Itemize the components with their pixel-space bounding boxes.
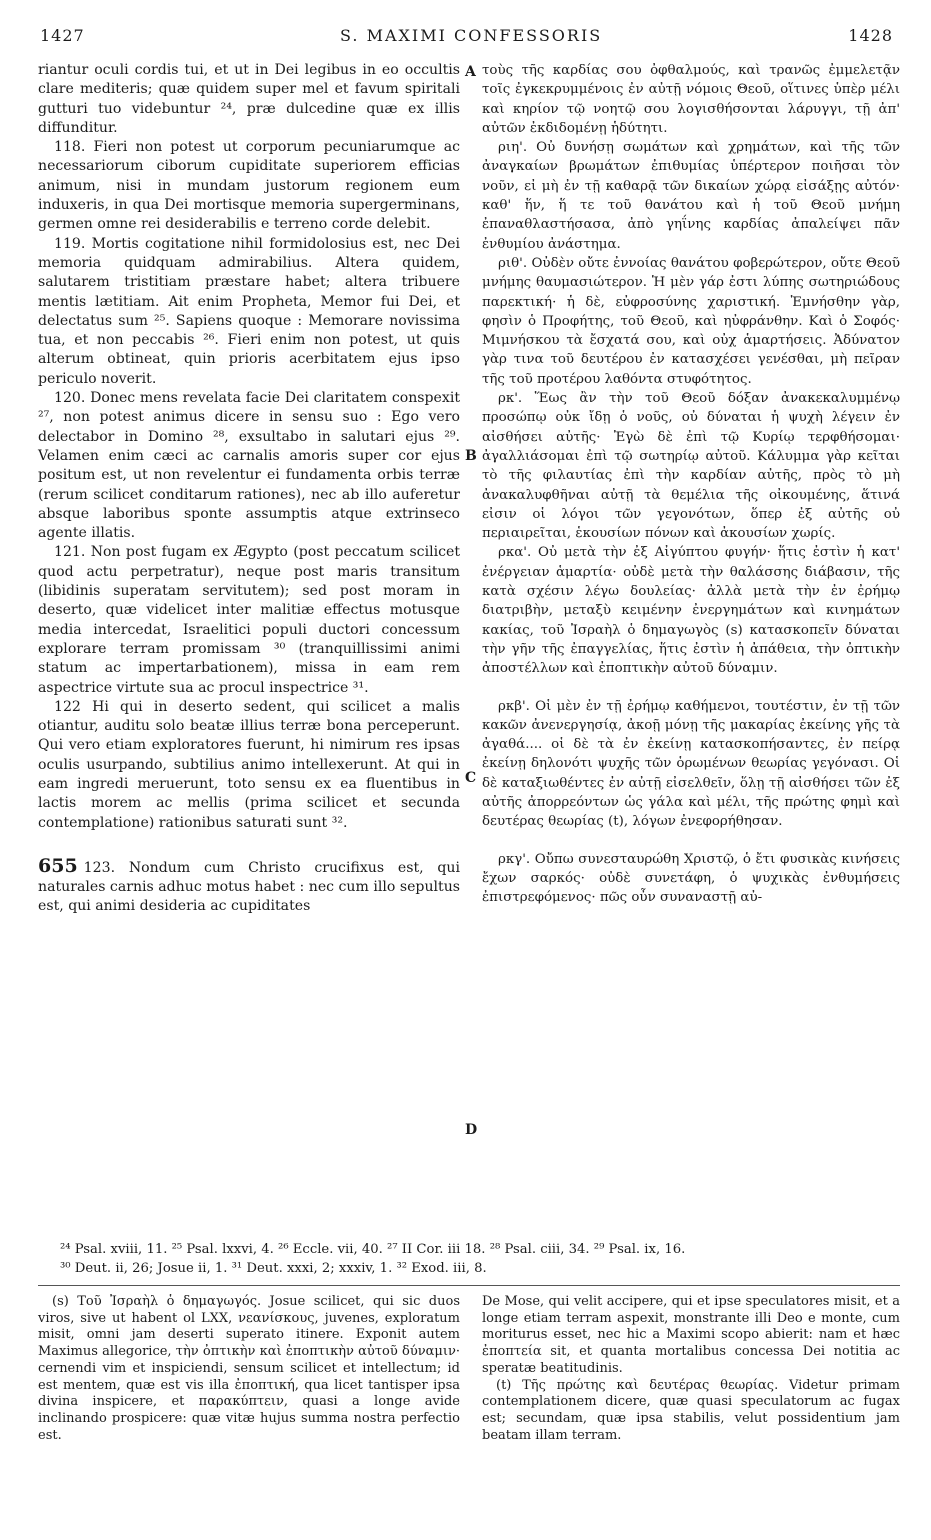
latin-paragraph: 119. Mortis cogitatione nihil formidolosius est, nec Dei memoria quidquam admirabilius. Altera quidem, salutarem tristitiam præstare habet; altera tribuere mentis lætitiam. Ait enim Propheta, Memor fui Dei, et delectatus sum ²⁵. Sapiens quoque : Memorare novissima tua, et non peccabis ²⁶. Fieri enim non potest, ut quis alterum obtineat, quin prioris acerbitatem ejus ipso periculo noverit. bbox=[38, 235, 460, 387]
greek-paragraph: ριθ'. Οὐδὲν οὔτε ἐννοίας θανάτου φοβερώτερον, οὔτε Θεοῦ μνήμης θαυμασιώτερον. Ἡ μὲν γάρ ἐστι λύπης σωτηριώδους παρεκτική· ἡ δὲ, εὐφροσύνης χαριστική. Ἐμνήσθην γὰρ, φησὶν ὁ Προφήτης, τοῦ Θεοῦ, καὶ ηὐφράνθην. Καὶ ὁ Σοφός· Μιμνήσκου τὰ ἔσχατά σου, καὶ οὐχ ἁμαρτήσεις. Ἀδύνατον γὰρ τινα τοῦ δευτέρου ἐν κατασχέσει γενέσθαι, μὴ πεῖραν τῆς τοῦ προτέρου λαθόντα στυφότητος. bbox=[482, 255, 900, 387]
footnote-divider bbox=[38, 1285, 900, 1286]
margin-letter-d: D bbox=[465, 1122, 478, 1138]
footnotes-right bbox=[482, 1294, 900, 1444]
reference-line: ³⁰ Deut. ii, 26; Josue ii, 1. ³¹ Deut. xxxi, 2; xxxiv, 1. ³² Exod. iii, 8. bbox=[60, 1261, 487, 1276]
margin-letter-b: B bbox=[465, 448, 477, 464]
greek-paragraph: ρκ'. Ἕως ἂν τὴν τοῦ Θεοῦ δόξαν ἀνακεκαλυμμένῳ προσώπῳ οὐκ ἴδῃ ὁ νοῦς, οὐ δύναται ἡ ψυχὴ λέγειν ἐν αἰσθήσει αὐτῆς· Ἐγὼ δὲ ἐπὶ τῷ Κυρίῳ τερφθήσομαι· ἀγαλλιάσομαι ἐπὶ τῷ σωτηρίῳ αὐτοῦ. Κάλυμμα γὰρ κεῖται τὸ τῆς φιλαυτίας ἐπὶ τὴν καρδίαν αὐτῆς, πρὸς τὸ μὴ ἀνακαλυφθῆναι αὐτῇ τὰ θεμέλια τῆς οἰκουμένης, ἅτινά εἰσιν οἱ λόγοι τῶν γεγονότων, ὅπερ ἐξ αὐτῆς οὐ περιαιρεῖται, ἑκουσίων πόνων καὶ ἀκουσίων χωρίς. bbox=[482, 391, 900, 542]
latin-paragraph-123 bbox=[38, 854, 460, 917]
greek-paragraph: τοὺς τῆς καρδίας σου ὀφθαλμούς, καὶ τρανῶς ἐμμελετᾷν τοῖς ἐγκεκρυμμένοις ἐν αὐτῇ νόμοις Θεοῦ, οἵτινες ὑπὲρ μέλι καὶ κηρίον τῷ νοητῷ σου λογισθήσονται λάρυγγι, τῇ ἀπ' αὐτῶν ἐκδιδομένῃ ἡδύτητι. bbox=[482, 63, 900, 136]
footnote-t: (t) Τῆς πρώτης καὶ δευτέρας θεωρίας. Videtur primam contemplationem dicere, quæ quasi speculatorum ac fugax est; secundam, quæ ipsa stabilis, velut possidentium jam beatam illam terram. bbox=[482, 1377, 900, 1443]
latin-paragraph-text: 123. Nondum cum Christo crucifixus est, qui naturales carnis adhuc motus habet : nec cum illo sepultus est, qui animi desideria ac cupiditates bbox=[38, 859, 460, 915]
reference-line: ²⁴ Psal. xviii, 11. ²⁵ Psal. lxxvi, 4. ²⁶ Eccle. vii, 40. ²⁷ II Cor. iii 18. ²⁸ Psal. ciii, 34. ²⁹ Psal. ix, 16. bbox=[60, 1242, 686, 1257]
footnotes-left bbox=[38, 1294, 460, 1444]
latin-paragraph: riantur oculi cordis tui, et ut in Dei legibus in eo occultis clare mediteris; quæ quidem super mel et favum spiritali gutturi tuo videbuntur ²⁴, præ dulcedine quæ ex illis diffunditur. bbox=[38, 62, 460, 136]
running-title: S. MAXIMI CONFESSORIS bbox=[340, 26, 603, 45]
latin-paragraph: 121. Non post fugam ex Ægypto (post peccatum scilicet quod actu perpetratur), neque post maris transitum (libidinis superatam servitutem); sed post moram in deserto, quæ videlicet inter malitiæ effectus motusque media intercedat, Israelitici populi ductori concessum explorare terram promissam ³⁰ (tranquillissimi animi statum ac impertarbationem), missa in eam rem aspectrice virtute sua ac procul inspectrice ³¹. bbox=[38, 544, 460, 696]
right-column-number: 1428 bbox=[848, 26, 893, 45]
greek-paragraph: ρκβ'. Οἱ μὲν ἐν τῇ ἐρήμῳ καθήμενοι, τουτέστιν, ἐν τῇ τῶν κακῶν ἀνενεργησίᾳ, ἀκοῇ μόνῃ τῆς μακαρίας ἐκείνης γῆς τὰ ἀγαθά.... οἱ δὲ τὰ ἐν ἐκείνῃ κατασκοπήσαντες, ἐν πείρᾳ ἐκείνῃ δηλονότι ψυχῆς τῶν ὁρωμένων θεωρίας γεγόνασι. Οἱ δὲ καταξιωθέντες ἐν αὐτῇ εἰσελθεῖν, ὅλῃ τῇ αἰσθήσει τῶν ἐξ αὐτῆς ἀπορρεόντων ὡς γάλα καὶ μέλι, τῆς πρώτης φημὶ καὶ δευτέρας θεωρίας (t), λόγων ἐνεφορήθησαν. bbox=[482, 698, 900, 830]
latin-paragraph: 118. Fieri non potest ut corporum pecuniarumque ac necessariorum ciborum cupiditate superiorem efficias animum, nisi in mundam justorum regionem eum induxeris, in qua Dei mortisque memoria supergerminans, germen omne rei desiderabilis e terreno corde delebit. bbox=[38, 139, 460, 233]
margin-letter-a: A bbox=[465, 64, 476, 80]
latin-paragraph: 120. Donec mens revelata facie Dei claritatem conspexit ²⁷, non potest animus dicere in sensu suo : Ego vero delectabor in Domino ²⁸, exsultabo in salutari ejus ²⁹. Velamen enim cæci ac carnalis amoris super cor ejus positum est, ut non revelentur ei fundamenta orbis terræ (rerum scilicet conditarum rationes), nec ab illo auferetur absque laboribus sponte assumptis atque extrinseco agente illatis. bbox=[38, 390, 460, 542]
greek-paragraph: ριη'. Οὐ δυνήσῃ σωμάτων καὶ χρημάτων, καὶ τῆς τῶν ἀναγκαίων βρωμάτων ἐπιθυμίας ὑπέρτερον ποιῆσαι τὸν νοῦν, εἰ μὴ ἐν τῇ καθαρᾷ τῶν δικαίων χώρᾳ εἰσάξῃς αὐτόν· καθ' ἥν, ἥ τε τοῦ θανάτου καὶ ἡ τοῦ Θεοῦ μνήμη ἐπαναθλαστήσασα, ἀπὸ γηΐνης καρδίας ἀπαλείψει πᾶν ἐνθυμίου ἀνάστημα. bbox=[482, 140, 900, 252]
left-column-number: 1427 bbox=[40, 26, 85, 45]
margin-letter-c: C bbox=[465, 770, 477, 786]
running-header bbox=[0, 8, 931, 48]
migne-page-marker: 655 bbox=[38, 854, 78, 877]
footnote-s-continued: De Mose, qui velit accipere, qui et ipse speculatores misit, et a longe etiam terram aspexit, monstrante illi Deo e monte, cum moriturus esset, nec hic a Maximi scopo abierit: nam et hæc ἐποπτεία sit, et quanta mortalibus concessa Dei notitia ac speratæ beatitudinis. bbox=[482, 1294, 900, 1376]
scripture-references bbox=[60, 1240, 900, 1278]
latin-paragraph: 122 Hi qui in deserto sedent, qui scilicet a malis otiantur, auditu solo beatæ illius terræ bona perceperunt. Qui vero etiam exploratores fuerunt, hi nimirum res ipsas oculis usurpando, subtilius animo intellexerunt. At qui in eam ingredi meruerunt, toto sensu ex ea fluentibus in lactis morem ac mellis (prima scilicet et secunda contemplatione) rationibus saturati sunt ³². bbox=[38, 698, 460, 831]
greek-paragraph: ρκγ'. Οὔπω συνεσταυρώθη Χριστῷ, ὁ ἔτι φυσικὰς κινήσεις ἔχων σαρκός· οὐδὲ συνετάφη, ὁ ψυχικὰς ἐνθυμήσεις ἐπιστρεφόμενος· πῶς οὖν συναναστῇ αὐ- bbox=[482, 851, 900, 906]
footnote-s: (s) Τοῦ Ἰσραὴλ ὁ δημαγωγός. Josue scilicet, qui sic duos viros, sive ut habent ol LXX, νεανίσκους, juvenes, exploratum misit, omni jam deserti superato itinere. Exponit autem Maximus allegorice, τὴν ὀπτικὴν καὶ ἐποπτικὴν αὐτοῦ δύναμιν· cernendi vim et inspiciendi, sensum scilicet et intellectum; id est mentem, quæ est vis illa ἐποπτική, qua licet tantisper ipsa divina inspicere, et παρακύπτειν, quasi a longe avide inclinando prospicere: quæ vitæ hujus summa nostra perfectio est. bbox=[38, 1294, 460, 1443]
latin-column bbox=[38, 61, 460, 917]
greek-paragraph: ρκα'. Οὐ μετὰ τὴν ἐξ Αἰγύπτου φυγήν· ἥτις ἐστὶν ἡ κατ' ἐνέργειαν ἁμαρτία· οὐδὲ μετὰ τὴν θαλάσσης διάβασιν, τῆς κατὰ σχέσιν λέγω δουλείας· ἀλλὰ μετὰ τὴν ἐν ἐρήμῳ διατριβὴν, μεταξὺ κειμένην ἐνεργημάτων καὶ κινημάτων κακίας, τοῦ Ἰσραὴλ ὁ δημαγωγὸς (s) κατασκοπεῖν δύναται τὴν γῆν τῆς ἐπαγγελίας, ἥτις ἐστὶν ἡ ἀπάθεια, τὴν ὀπτικὴν ἀποστέλλων καὶ ἐποπτικὴν αὐτοῦ δύναμιν. bbox=[482, 545, 900, 677]
greek-column bbox=[482, 61, 900, 907]
